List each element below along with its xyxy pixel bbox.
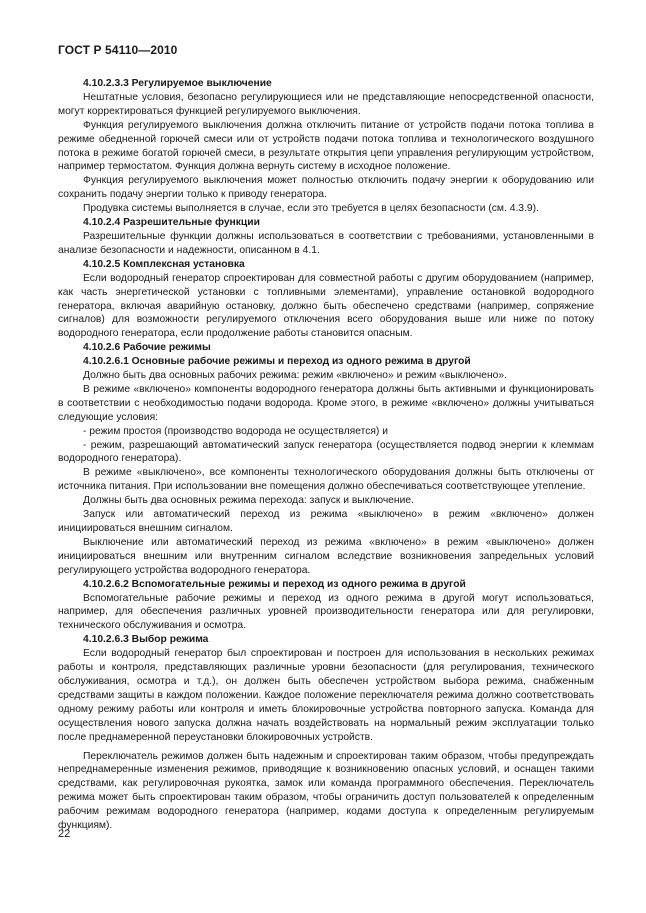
paragraph: Разрешительные функции должны использоваться в соответствии с требованиями, установленными в анализе безопасности и надежности, описанном в 4.1. — [58, 230, 594, 256]
page-number: 22 — [58, 828, 71, 840]
paragraph: Должны быть два основных режима перехода: запуск и выключение. — [83, 495, 414, 507]
paragraph: В режиме «выключено», все компоненты технологического оборудования должны быть отключены от источника питания. При использовании вне помещения должно обеспечиваться соответствующее утепление. — [58, 467, 594, 493]
section-heading: 4.10.2.6.2 Вспомогательные режимы и переход из одного режима в другой — [83, 578, 466, 590]
paragraph: В режиме «включено» компоненты водородного генератора должны быть активными и функционировать в соответствии с необходимостью подачи водорода. Кроме этого, в режиме «включено» должны учитываться следующие условия: — [58, 383, 594, 423]
section-heading: 4.10.2.5 Комплексная установка — [83, 258, 245, 270]
paragraph: Функция регулируемого выключения может полностью отключить подачу энергии к оборудованию или сохранить подачу энергии только к приводу генератора. — [58, 175, 594, 201]
paragraph: Если водородный генератор был спроектирован и построен для использования в нескольких режимах работы и контроля, представляющих различные уровни безопасности (для регулирования, технического обслуживания, осмотра и т.д.), он должен быть обеспечен устройством выбора режима, снабженным средствами защиты в каждом положении. Каждое положение переключателя режима должно соответствовать одному режиму работы или контроля и иметь блокировочные устройства повторного запуска. Команда для осуществления нового запуска должна начать воздействовать на нормальный режим эксплуатации только после преднамеренной переустановки блокировочных устройств. — [58, 648, 594, 743]
section-heading: 4.10.2.4 Разрешительные функции — [83, 217, 260, 229]
document-header: ГОСТ Р 54110—2010 — [58, 43, 178, 57]
list-item: - режим простоя (производство водорода не осуществляется) и — [83, 425, 388, 437]
section-heading: 4.10.2.6 Рабочие режимы — [83, 342, 211, 354]
paragraph: Продувка системы выполняется в случае, если это требуется в целях безопасности (см. 4.3.9). — [83, 203, 539, 215]
list-item: - режим, разрешающий автоматический запуск генератора (осуществляется подвод энергии к клеммам водородного генератора). — [58, 439, 594, 465]
paragraph: Вспомогательные рабочие режимы и переход из одного режима в другой могут использоваться, например, для обеспечения различных уровней производительности генератора или для регулировки, технического обслуживания и осмотра. — [58, 592, 594, 632]
document-body — [58, 77, 594, 833]
paragraph: Если водородный генератор спроектирован для совместной работы с другим оборудованием (например, как часть энергетической установки с топливными элементами), управление остановкой водородного генератора, включая аварийную остановку, должно быть обеспечено средствами (например, сопряжение сигналов) для возможности регулируемого отключения всего оборудования выше или ниже по потоку водородного генератора, если продолжение работы становится опасным. — [58, 272, 594, 340]
section-heading: 4.10.2.6.3 Выбор режима — [83, 634, 209, 646]
paragraph: Выключение или автоматический переход из режима «включено» в режим «выключено» должен инициироваться внешним или внутренним сигналом вследствие возникновения запредельных условий регулирующего устройства водородного генератора. — [58, 536, 594, 576]
paragraph: Функция регулируемого выключения должна отключить питание от устройств подачи потока топлива в режиме обедненной горючей смеси или от устройств подачи потока топлива и технологического воздушного потока в режиме богатой горючей смеси, в результате открытия цепи управления регулирующим устройством, например термостатом. Функция должна вернуть систему в исходное положение. — [58, 119, 594, 173]
paragraph: Нештатные условия, безопасно регулирующиеся или не представляющие непосредственной опасности, могут корректироваться функцией регулируемого выключения. — [58, 91, 594, 117]
paragraph: Переключатель режимов должен быть надежным и спроектирован таким образом, чтобы предупреждать непреднамеренные изменения режимов, приводящие к возникновению опасных условий, и оснащен такими средствами, как регулировочная рукоятка, замок или команда программного обеспечения. Переключатель режима может быть спроектирован таким образом, чтобы ограничить доступ пользователей к определенным рабочим режимам водородного генератора (например, кодами доступа к определенным регулируемым функциям). — [58, 750, 594, 832]
paragraph: Запуск или автоматический переход из режима «выключено» в режим «включено» должен инициироваться внешним сигналом. — [58, 509, 594, 534]
paragraph: Должно быть два основных рабочих режима: режим «включено» и режим «выключено». — [83, 370, 507, 382]
section-heading: 4.10.2.3.3 Регулируемое выключение — [83, 78, 272, 89]
section-heading: 4.10.2.6.1 Основные рабочие режимы и переход из одного режима в другой — [83, 356, 471, 368]
